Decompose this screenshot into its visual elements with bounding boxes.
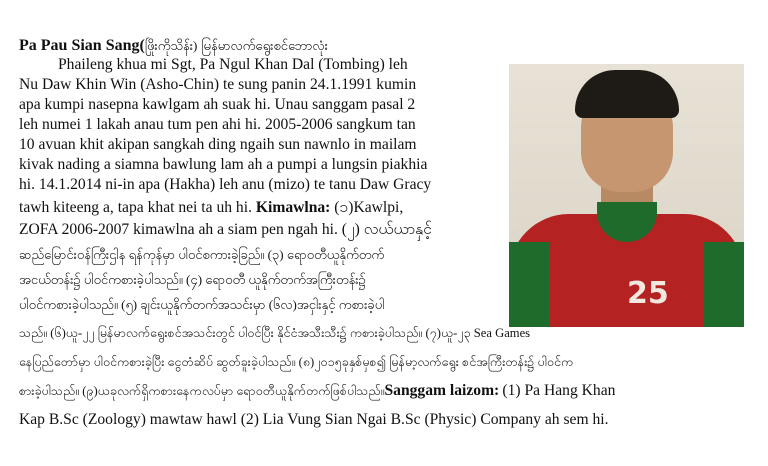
body-line: ZOFA 2006-2007 kimawlna ah a siam pen ngah hi. (၂) လယ်ယာနှင့် — [19, 221, 432, 238]
body-line-tail: (1) Pa Hang Khan — [502, 382, 616, 399]
jersey-number: 25 — [627, 276, 669, 311]
body-line: Kap B.Sc (Zoology) mawtaw hawl (2) Lia Vung Sian Ngai B.Sc (Physic) Company ah sem hi. — [19, 411, 609, 428]
body-line: hi. 14.1.2014 ni-in apa (Hakha) leh anu (mizo) te tanu Daw Gracy — [19, 176, 432, 193]
body-line: Nu Daw Khin Win (Asho-Chin) te sung panin 24.1.1991 kumin — [19, 76, 417, 93]
section-label-sanggam-laizom: Sanggam laizom: — [384, 382, 500, 399]
heading-burmese-suffix: မြန်မာလက်ရွေးစင်ဘောလုံး — [201, 38, 328, 53]
body-line: kivak nading a siamna bawlung lam ah a pumpi a lungsin piakhia — [19, 156, 428, 173]
body-line-text: tawh kiteeng a, tapa khat nei ta uh hi. — [19, 199, 252, 216]
body-line: သည်။ (၆)ယူ-၂၂ မြန်မာလက်ရွေးစင်အသင်းတွင် ပါဝင်ပြီး နိုင်ငံအသီးသီး၌ ကစားခဲ့ပါသည်။ (၇)ယူ-၂၃ Sea Games — [19, 326, 531, 340]
body-line: ပါဝင်ကစားခဲ့ပါသည်။ (၅) ချင်းယူနိုက်တက်အသင်းမှာ (၆လ)အငှါးနှင့် ကစားခဲ့ပါ — [19, 297, 385, 312]
body-line: Phaileng khua mi Sgt, Pa Ngul Khan Dal (Tombing) leh — [58, 56, 408, 73]
body-line: leh numei 1 lakah anau tum pen ahi hi. 2005-2006 sangkum tan — [19, 116, 416, 133]
body-line: apa kumpi nasepna kawlgam ah suak hi. Unau sanggam pasal 2 — [19, 96, 416, 113]
profile-heading — [19, 36, 328, 56]
body-line: ဆည်မြောင်းဝန်ကြီးဌါန ရန်ကုန်မှာ ပါဝင်စကားခဲ့ခြည်။ (၃) ရောဝတီယူနိုက်တက် — [19, 247, 385, 262]
section-label-kimawlna: Kimawlna: — [255, 199, 331, 216]
body-line — [19, 381, 615, 401]
body-line-tail: (၁)Kawlpi, — [334, 199, 404, 216]
body-line — [19, 198, 403, 218]
body-line: အငယ်တန်း၌ ပါဝင်ကစားခဲ့ပါသည်။ (၄) ရောဝတီ ယူနိုက်တက်အကြီးတန်း၌ — [19, 272, 366, 287]
heading-burmese-name: ဖြိုးကိုသိန်း) — [144, 38, 198, 53]
body-line-text: စားခဲ့ပါသည်။ (၉)ယခုလက်ရှိကစားနေကလပ်မှာ ရောဝတီယူနိုက်တက်ဖြစ်ပါသည်။ — [19, 384, 385, 398]
body-line: နေပြည်တော်မှာ ပါဝင်ကစားခဲ့ပြီး ငွေတံဆိပ် ဆွတ်ခူးခဲ့ပါသည်။ (၈)၂၀၁၅ခုနှစ်မှစ၍ မြန်မာ့လက်ရွေး စင်အကြီးတန်း၌ ပါဝင်က — [19, 355, 574, 369]
player-photo — [509, 64, 744, 327]
heading-name: Pa Pau Sian Sang( — [19, 37, 145, 54]
body-line: 10 avuan khit akipan sangkah ding ngaih sun nawnlo in mailam — [19, 136, 417, 153]
